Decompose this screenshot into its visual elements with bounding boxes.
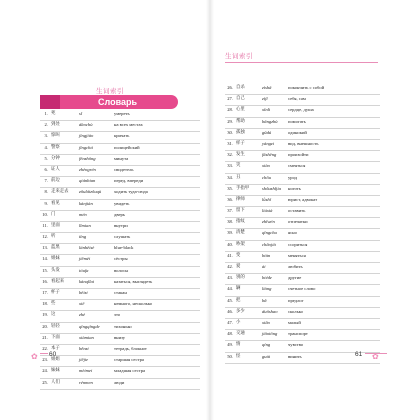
vocab-number: 1. bbox=[44, 111, 48, 116]
right-header-rule bbox=[225, 62, 378, 63]
vocab-hanzi: 交通 bbox=[236, 331, 245, 337]
vocab-pinyin: guài bbox=[262, 353, 271, 359]
vocab-number: 39. bbox=[227, 230, 233, 236]
vocab-hanzi: 帮助 bbox=[236, 118, 245, 124]
vocab-pinyin: zhǐwén bbox=[262, 219, 275, 225]
vocab-hanzi: 变 bbox=[236, 252, 241, 258]
vocab-hanzi: 把 bbox=[236, 297, 241, 303]
vocab-pinyin: běnzi bbox=[79, 345, 89, 351]
vocab-number: 47. bbox=[227, 319, 233, 325]
vocab-translation: чувство bbox=[288, 342, 304, 348]
vocab-translation: счетное слово bbox=[288, 286, 316, 292]
vocab-pinyin: bāngzhù bbox=[262, 118, 278, 124]
vocab-number: 34. bbox=[227, 174, 233, 180]
vocab-number: 37. bbox=[227, 208, 233, 214]
vocab-number: 36. bbox=[227, 196, 233, 202]
vocab-translation: это bbox=[114, 312, 121, 318]
vocab-row bbox=[225, 151, 380, 162]
vocab-translation: винить bbox=[288, 353, 302, 359]
vocab-hanzi: 惊叫 bbox=[51, 133, 60, 139]
vocab-number: 22. bbox=[42, 345, 48, 351]
vocab-pinyin: xiē bbox=[79, 301, 85, 307]
vocab-hanzi: 听 bbox=[51, 234, 56, 240]
vocab-number: 8. bbox=[44, 189, 48, 195]
vocab-row bbox=[225, 162, 380, 173]
footer-rule-left bbox=[40, 353, 48, 354]
vocab-translation: произойти bbox=[288, 152, 309, 158]
vocab-translation: сердце, душа bbox=[288, 107, 314, 113]
vocab-row bbox=[40, 222, 200, 233]
vocab-number: 42. bbox=[227, 264, 233, 269]
vocab-translation: тихонько bbox=[114, 323, 132, 329]
vocab-row bbox=[40, 177, 200, 188]
vocab-translation: на всех местах bbox=[114, 122, 143, 128]
vocab-number: 5. bbox=[44, 155, 48, 161]
vocab-list-right bbox=[225, 84, 380, 364]
vocab-number: 9. bbox=[44, 200, 48, 206]
vocab-row bbox=[225, 207, 380, 218]
vocab-translation: себя, сам bbox=[288, 96, 306, 102]
vocab-number: 6. bbox=[44, 166, 48, 172]
vocab-pinyin: jiěmèi bbox=[79, 256, 91, 262]
vocab-row bbox=[40, 356, 200, 367]
vocab-row bbox=[40, 311, 200, 322]
vocab-row bbox=[225, 84, 380, 95]
vocab-number: 45. bbox=[227, 297, 233, 303]
vocab-pinyin: fāshēng bbox=[262, 152, 277, 158]
book-gutter bbox=[206, 0, 214, 420]
vocab-number: 21. bbox=[42, 334, 48, 340]
vocab-pinyin: mén bbox=[79, 211, 87, 217]
vocab-row bbox=[40, 144, 200, 155]
vocab-hanzi: 丑 bbox=[236, 174, 241, 180]
vocab-hanzi: 头发 bbox=[51, 267, 60, 273]
vocab-translation: умереть bbox=[114, 111, 130, 116]
vocab-row bbox=[40, 121, 200, 132]
vocab-row bbox=[225, 285, 380, 296]
vocab-pinyin: lǐmian bbox=[79, 222, 91, 228]
vocab-number: 25. bbox=[42, 379, 48, 385]
vocab-hanzi: 怪 bbox=[236, 353, 241, 359]
vocab-number: 31. bbox=[227, 140, 233, 146]
vocab-number: 50. bbox=[227, 353, 233, 359]
vocab-translation: покончить с собой bbox=[288, 85, 325, 90]
vocab-row bbox=[225, 308, 380, 319]
vocab-row bbox=[225, 263, 380, 274]
vocab-row bbox=[40, 155, 200, 166]
vocab-row bbox=[225, 185, 380, 196]
vocab-number: 49. bbox=[227, 342, 233, 348]
vocab-translation: полицейский bbox=[114, 144, 140, 150]
vocab-pinyin: liúxià bbox=[262, 208, 273, 214]
vocab-pinyin: lǜshī bbox=[262, 196, 271, 202]
vocab-pinyin: biàn bbox=[262, 252, 271, 258]
vocab-number: 43. bbox=[227, 275, 233, 281]
vocab-pinyin: kànjiàn bbox=[79, 200, 93, 206]
vocab-hanzi: 辆 bbox=[236, 286, 241, 292]
vocab-translation: юрист, адвокат bbox=[288, 196, 318, 202]
vocab-row bbox=[225, 319, 380, 330]
vocab-pinyin: jiějie bbox=[79, 357, 89, 363]
vocab-pinyin: jiāotōng bbox=[262, 331, 278, 337]
vocab-row bbox=[40, 166, 200, 177]
vocab-hanzi: 里面 bbox=[51, 222, 60, 228]
vocab-translation: дверь bbox=[114, 211, 125, 217]
vocab-number: 15. bbox=[42, 267, 48, 273]
vocab-number: 30. bbox=[227, 129, 233, 135]
vocab-translation: стакан bbox=[114, 290, 127, 295]
page-number-left: 60 bbox=[49, 351, 57, 358]
vocab-translation: транспорт bbox=[288, 331, 308, 337]
vocab-hanzi: 姐妹 bbox=[51, 256, 60, 262]
vocab-number: 23. bbox=[42, 357, 48, 363]
vocab-hanzi: 门 bbox=[51, 211, 56, 217]
vocab-row bbox=[40, 323, 200, 334]
vocab-row bbox=[40, 367, 200, 378]
vocab-pinyin: qīngchu bbox=[262, 230, 277, 236]
vocab-translation: оставить bbox=[288, 208, 306, 214]
vocab-number: 11. bbox=[42, 222, 48, 228]
flower-ornament-icon: ✿ bbox=[31, 352, 38, 361]
vocab-pinyin: zhè bbox=[79, 312, 86, 318]
vocab-hanzi: 孤独 bbox=[236, 129, 245, 135]
vocab-hanzi: 证人 bbox=[51, 166, 60, 172]
vocab-number: 17. bbox=[42, 290, 48, 295]
vocab-number: 32. bbox=[227, 152, 233, 158]
vocab-hanzi: 妹妹 bbox=[51, 368, 60, 374]
vocab-number: 29. bbox=[227, 118, 233, 124]
vocab-number: 16. bbox=[42, 278, 48, 284]
vocab-hanzi: 爱 bbox=[236, 264, 241, 269]
vocab-number: 40. bbox=[227, 241, 233, 247]
vocab-number: 46. bbox=[227, 308, 233, 314]
vocab-pinyin: shǒuzhǐjia bbox=[262, 185, 281, 191]
vocab-number: 33. bbox=[227, 163, 233, 169]
vocab-pinyin: gūdú bbox=[262, 129, 272, 135]
vocab-row bbox=[40, 289, 200, 300]
vocab-pinyin: chǎojià bbox=[262, 241, 276, 247]
vocab-row bbox=[40, 188, 200, 199]
vocab-hanzi: 留下 bbox=[236, 208, 245, 214]
vocab-pinyin: bēizi bbox=[79, 290, 88, 295]
vocab-translation: минута bbox=[114, 155, 129, 161]
vocab-pinyin: duōshao bbox=[262, 308, 278, 314]
vocab-row bbox=[40, 211, 200, 222]
vocab-translation: немного, несколько bbox=[114, 301, 153, 307]
vocab-translation: ссориться bbox=[288, 241, 308, 247]
vocab-translation: перед, впереди bbox=[114, 178, 144, 184]
vocab-hanzi: 手指甲 bbox=[236, 185, 250, 191]
vocab-number: 13. bbox=[42, 245, 48, 251]
vocab-translation: помогать bbox=[288, 118, 306, 124]
vocab-pinyin: sǐ bbox=[79, 111, 83, 116]
vocab-translation: слушать bbox=[114, 234, 131, 240]
vocab-hanzi: 轻轻 bbox=[51, 323, 60, 329]
vocab-translation: одинокий bbox=[288, 129, 307, 135]
vocab-translation: тетрадь, блокнот bbox=[114, 345, 147, 351]
vocab-hanzi: 分钟 bbox=[51, 155, 60, 161]
vocab-translation: внутри bbox=[114, 222, 128, 228]
vocab-pinyin: zhèngrén bbox=[79, 166, 96, 172]
vocab-hanzi: 小 bbox=[236, 319, 241, 325]
vocab-number: 2. bbox=[44, 122, 48, 128]
vocab-hanzi: 杯子 bbox=[51, 290, 60, 295]
section-header-bar bbox=[40, 95, 178, 109]
vocab-pinyin: tīng bbox=[79, 234, 87, 240]
vocab-pinyin: fēnzhōng bbox=[79, 155, 96, 161]
vocab-row bbox=[225, 196, 380, 207]
vocab-hanzi: 死 bbox=[51, 111, 56, 116]
vocab-hanzi: 走来走去 bbox=[51, 189, 69, 195]
vocab-translation: кричать bbox=[114, 133, 130, 139]
vocab-hanzi: 情 bbox=[236, 342, 241, 348]
vocab-row bbox=[40, 267, 200, 278]
vocab-row bbox=[40, 132, 200, 143]
vocab-hanzi: 前边 bbox=[51, 178, 60, 184]
vocab-translation: сколько bbox=[288, 308, 303, 314]
vocab-pinyin: zìjǐ bbox=[262, 96, 268, 102]
vocab-translation: отпечатки bbox=[288, 219, 308, 225]
vocab-translation: предлог bbox=[288, 297, 304, 303]
vocab-row bbox=[225, 330, 380, 341]
vocab-hanzi: 看见 bbox=[51, 200, 60, 206]
vocab-translation: малый bbox=[288, 319, 301, 325]
vocab-pinyin: ài bbox=[262, 264, 266, 269]
vocab-number: 38. bbox=[227, 219, 233, 225]
vocab-row bbox=[225, 140, 380, 151]
vocab-number: 19. bbox=[42, 312, 48, 318]
section-header-cap bbox=[40, 95, 60, 109]
vocab-pinyin: zǒuláizǒuqù bbox=[79, 189, 102, 195]
vocab-translation: меняться bbox=[288, 252, 306, 258]
vocab-number: 28. bbox=[227, 107, 233, 113]
vocab-pinyin: lánhēisè bbox=[79, 245, 95, 251]
vocab-hanzi: 别的 bbox=[236, 275, 245, 281]
vocab-number: 26. bbox=[227, 85, 233, 90]
vocab-number: 27. bbox=[227, 96, 233, 102]
vocab-hanzi: 人们 bbox=[51, 379, 60, 385]
vocab-number: 3. bbox=[44, 133, 48, 139]
vocab-pinyin: qīngqīngde bbox=[79, 323, 100, 329]
vocab-pinyin: xīnli bbox=[262, 107, 271, 113]
vocab-hanzi: 清楚 bbox=[236, 230, 245, 236]
vocab-pinyin: rénmen bbox=[79, 379, 93, 385]
vocab-translation: blue-black bbox=[114, 245, 134, 251]
vocab-row bbox=[40, 334, 200, 345]
vocab-row bbox=[225, 218, 380, 229]
right-page-kicker: 生词索引 bbox=[225, 52, 253, 60]
vocab-hanzi: 这 bbox=[51, 312, 56, 318]
vocab-hanzi: 心里 bbox=[236, 107, 245, 113]
vocab-row bbox=[40, 200, 200, 211]
vocab-row bbox=[225, 229, 380, 240]
vocab-pinyin: chǒu bbox=[262, 174, 271, 180]
vocab-list-left bbox=[40, 110, 200, 390]
vocab-number: 18. bbox=[42, 301, 48, 307]
vocab-row bbox=[225, 118, 380, 129]
vocab-translation: люди bbox=[114, 379, 125, 385]
vocab-number: 24. bbox=[42, 368, 48, 374]
vocab-row bbox=[225, 95, 380, 106]
vocab-pinyin: mèimei bbox=[79, 368, 93, 374]
vocab-hanzi: 律师 bbox=[236, 196, 245, 202]
vocab-translation: урод bbox=[288, 174, 298, 180]
vocab-pinyin: zìshā bbox=[262, 85, 272, 90]
vocab-translation: ясно bbox=[288, 230, 297, 236]
vocab-row bbox=[40, 278, 200, 289]
vocab-hanzi: 自己 bbox=[236, 96, 245, 102]
vocab-hanzi: 警察 bbox=[51, 144, 60, 150]
vocab-translation: другие bbox=[288, 275, 302, 281]
vocab-hanzi: 样子 bbox=[236, 140, 245, 146]
vocab-pinyin: biéde bbox=[262, 275, 272, 281]
vocab-number: 14. bbox=[42, 256, 48, 262]
vocab-hanzi: 吵架 bbox=[236, 241, 245, 247]
vocab-hanzi: 姐姐 bbox=[51, 357, 60, 363]
vocab-row bbox=[40, 110, 200, 121]
vocab-row bbox=[225, 252, 380, 263]
vocab-hanzi: 蓝黑 bbox=[51, 245, 60, 251]
vocab-row bbox=[40, 345, 200, 356]
vocab-number: 10. bbox=[42, 211, 48, 217]
vocab-pinyin: jǐngchá bbox=[79, 144, 93, 150]
vocab-pinyin: yàngzi bbox=[262, 140, 274, 146]
vocab-row bbox=[225, 297, 380, 308]
vocab-row bbox=[225, 174, 380, 185]
vocab-hanzi: 下面 bbox=[51, 334, 60, 340]
vocab-translation: вид, внешность bbox=[288, 140, 319, 146]
vocab-translation: внизу bbox=[114, 334, 126, 340]
vocab-hanzi: 看起来 bbox=[51, 278, 65, 284]
vocab-translation: увидеть bbox=[114, 200, 130, 206]
vocab-hanzi: 发生 bbox=[236, 152, 245, 158]
vocab-pinyin: qiánbian bbox=[79, 178, 96, 184]
flower-ornament-icon: ✿ bbox=[372, 352, 379, 361]
vocab-translation: любить bbox=[288, 264, 303, 269]
vocab-number: 7. bbox=[44, 178, 48, 184]
vocab-number: 35. bbox=[227, 185, 233, 191]
vocab-hanzi: 自杀 bbox=[236, 85, 245, 90]
page-number-right: 61 bbox=[355, 351, 363, 358]
vocab-pinyin: jīngjiào bbox=[79, 133, 94, 139]
vocab-translation: свидетель bbox=[114, 166, 134, 172]
left-page-kicker: 生词索引 bbox=[96, 87, 124, 95]
vocab-number: 48. bbox=[227, 331, 233, 337]
vocab-translation: младшая сестра bbox=[114, 368, 146, 374]
vocab-hanzi: 到处 bbox=[51, 122, 60, 128]
vocab-translation: волосы bbox=[114, 267, 129, 273]
vocab-pinyin: tóufa bbox=[79, 267, 89, 273]
section-title: Словарь bbox=[98, 97, 138, 107]
vocab-pinyin: kànqǐlai bbox=[79, 278, 95, 284]
vocab-row bbox=[225, 106, 380, 117]
vocab-translation: сёстры bbox=[114, 256, 128, 262]
vocab-row bbox=[40, 244, 200, 255]
vocab-pinyin: xiàmian bbox=[79, 334, 94, 340]
vocab-pinyin: xiào bbox=[262, 163, 270, 169]
vocab-pinyin: qíng bbox=[262, 342, 271, 348]
vocab-hanzi: 多少 bbox=[236, 308, 245, 314]
vocab-hanzi: 本子 bbox=[51, 345, 60, 351]
vocab-number: 44. bbox=[227, 286, 233, 292]
vocab-row bbox=[40, 379, 200, 390]
vocab-pinyin: dàochù bbox=[79, 122, 93, 128]
vocab-row bbox=[225, 274, 380, 285]
vocab-translation: казаться, выглядеть bbox=[114, 278, 153, 284]
vocab-row bbox=[40, 233, 200, 244]
vocab-number: 20. bbox=[42, 323, 48, 329]
vocab-pinyin: xiǎo bbox=[262, 319, 270, 325]
vocab-number: 4. bbox=[44, 144, 48, 150]
vocab-hanzi: 笑 bbox=[236, 163, 241, 169]
vocab-hanzi: 些 bbox=[51, 301, 56, 307]
vocab-translation: старшая сестра bbox=[114, 357, 144, 363]
vocab-hanzi: 指纹 bbox=[236, 219, 245, 225]
vocab-pinyin: liàng bbox=[262, 286, 272, 292]
vocab-row bbox=[40, 300, 200, 311]
vocab-translation: ходить туда-сюда bbox=[114, 189, 148, 195]
vocab-translation: смеяться bbox=[288, 163, 306, 169]
vocab-row bbox=[225, 241, 380, 252]
vocab-translation: ноготь bbox=[288, 185, 301, 191]
vocab-row bbox=[40, 255, 200, 266]
vocab-number: 12. bbox=[42, 234, 48, 240]
vocab-row bbox=[225, 129, 380, 140]
vocab-pinyin: bǎ bbox=[262, 297, 267, 303]
vocab-number: 41. bbox=[227, 252, 233, 258]
